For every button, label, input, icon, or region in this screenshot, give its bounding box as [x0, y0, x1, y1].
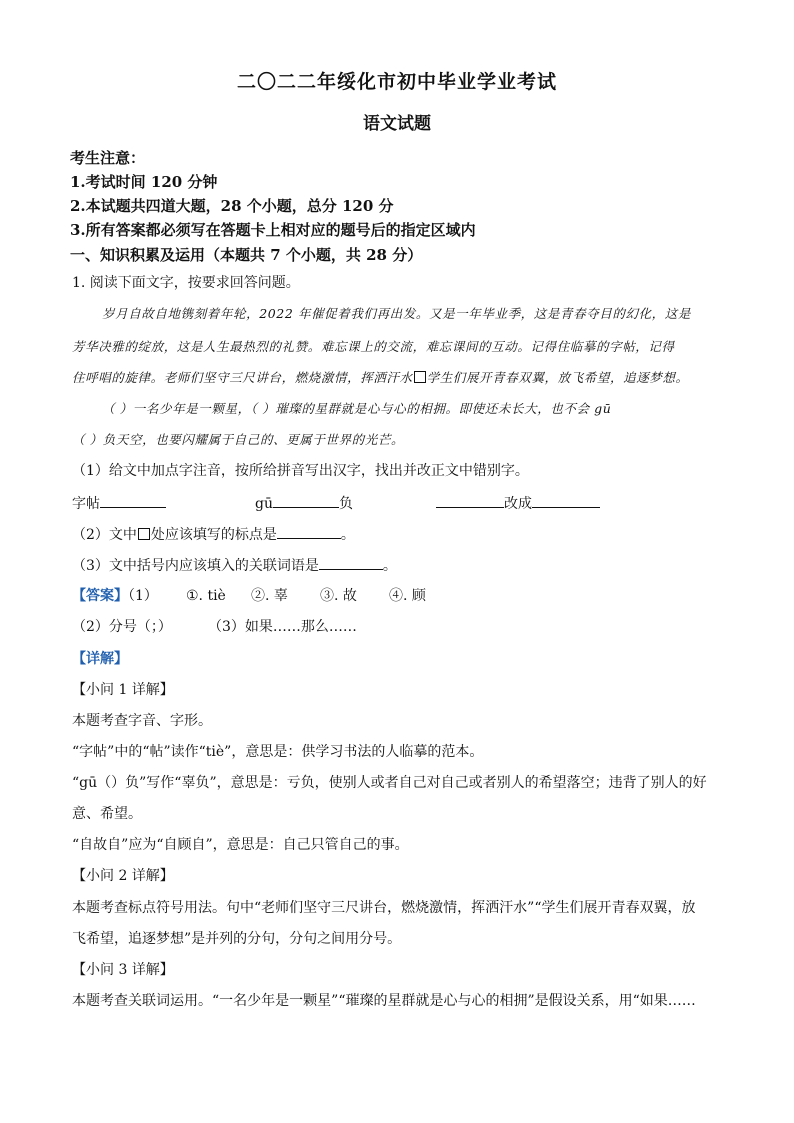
passage-line	[72, 368, 689, 388]
notice-item: 2.本试题共四道大题，28 个小题，总分 120 分	[70, 197, 394, 215]
detail-line: “gū（）负”写作“辜负”，意思是：亏负，使别人或者自己对自己或者别人的希望落空；违背了别人的好	[72, 775, 707, 791]
passage-line: 岁月自故自地镌刻着年轮，2022 年催促着我们再出发。又是一年毕业季，这是青春夺目的幻化，这是	[102, 306, 691, 321]
prompt-text: 。	[382, 558, 397, 574]
subquestion-prompt	[72, 524, 355, 545]
exam-subtitle: 语文试题	[363, 114, 431, 134]
fill-row	[72, 493, 166, 514]
detail-line: 本题考查字音、字形。	[72, 713, 212, 729]
label-zitie: 字帖	[72, 496, 100, 512]
answer-text: （1）	[128, 588, 158, 604]
detail-subheading: 【小问 2 详解】	[72, 868, 174, 884]
question-prompt: 1. 阅读下面文字，按要求回答问题。	[72, 275, 300, 291]
passage-line: 芳华决雅的绽放，这是人生最热烈的礼赞。难忘课上的交流，难忘课间的互动。记得住临摹的字帖，记得	[72, 339, 675, 354]
answer-item: ③. 故	[320, 588, 357, 604]
detail-line: 本题考查标点符号用法。句中“老师们坚守三尺讲台，燃烧激情，挥洒汗水”“学生们展开青春双翼，放	[72, 900, 696, 916]
section-heading: 一、知识积累及运用（本题共 7 个小题，共 28 分）	[70, 246, 423, 264]
punctuation-box	[138, 528, 150, 540]
detail-subheading: 【小问 3 详解】	[72, 962, 174, 978]
prompt-text: （3）文中括号内应该填入的关联词语是	[72, 558, 319, 574]
answer-row	[72, 586, 158, 606]
exam-title: 二〇二二年绥化市初中毕业学业考试	[236, 71, 557, 93]
detail-line: “自故自”应为“自顾自”，意思是：自己只管自己的事。	[72, 837, 409, 853]
notice-heading: 考生注意：	[70, 149, 146, 167]
subquestion-prompt: （1）给文中加点字注音，按所给拼音写出汉字，找出并改正文中错别字。	[72, 463, 529, 479]
answer-tag: 【答案】	[72, 588, 128, 604]
detail-line: 飞希望，追逐梦想”是并列的分句，分句之间用分号。	[72, 931, 402, 947]
answer-text: （3）如果……那么……	[208, 619, 357, 635]
answer-item: ②. 辜	[251, 588, 288, 604]
detail-line: 本题考查关联词运用。“一名少年是一颗星”“璀璨的星群就是心与心的相拥”是假设关系，用“如果……	[72, 993, 696, 1009]
passage-line: （ ）负天空，也要闪耀属于自己的、更属于世界的光芒。	[72, 432, 405, 447]
detail-line: “字帖”中的“帖”读作“tiè”，意思是：供学习书法的人临摹的范本。	[72, 744, 484, 760]
notice-item: 3.所有答案都必须写在答题卡上相对应的题号后的指定区域内	[70, 221, 476, 239]
detail-line: 意、希望。	[72, 806, 142, 822]
label-gaicheng: 改成	[504, 496, 532, 512]
answer-item: ①. tiè	[186, 588, 226, 604]
punctuation-box	[414, 371, 426, 383]
passage-text: 学生们展开青春双翼，放飞希望，追逐梦想。	[426, 370, 689, 385]
fill-row	[255, 493, 353, 514]
answer-item: ④. 顾	[389, 588, 426, 604]
detail-subheading: 【小问 1 详解】	[72, 682, 174, 698]
prompt-text: 。	[340, 527, 355, 543]
answer-text: （2）分号（；）	[72, 619, 172, 635]
prompt-text: （2）文中	[72, 527, 137, 543]
answer-blank[interactable]	[532, 493, 600, 508]
answer-blank[interactable]	[273, 493, 339, 508]
passage-line: （ ）一名少年是一颗星，（ ）璀璨的星群就是心与心的相拥。即使还未长大，也不会 gū	[102, 401, 612, 416]
prompt-text: 处应该填写的标点是	[150, 527, 277, 543]
label-gu: gū	[255, 496, 273, 512]
answer-blank[interactable]	[319, 555, 383, 570]
passage-text: 住呼唱的旋律。老师们坚守三尺讲台，燃烧激情，挥洒汗水	[72, 370, 413, 385]
subquestion-prompt	[72, 555, 397, 576]
label-fu: 负	[338, 496, 353, 512]
fill-row	[436, 493, 600, 514]
detail-tag: 【详解】	[72, 651, 128, 667]
notice-item: 1.考试时间 120 分钟	[70, 173, 218, 191]
answer-blank[interactable]	[436, 493, 504, 508]
answer-blank[interactable]	[100, 493, 166, 508]
answer-blank[interactable]	[277, 524, 341, 539]
